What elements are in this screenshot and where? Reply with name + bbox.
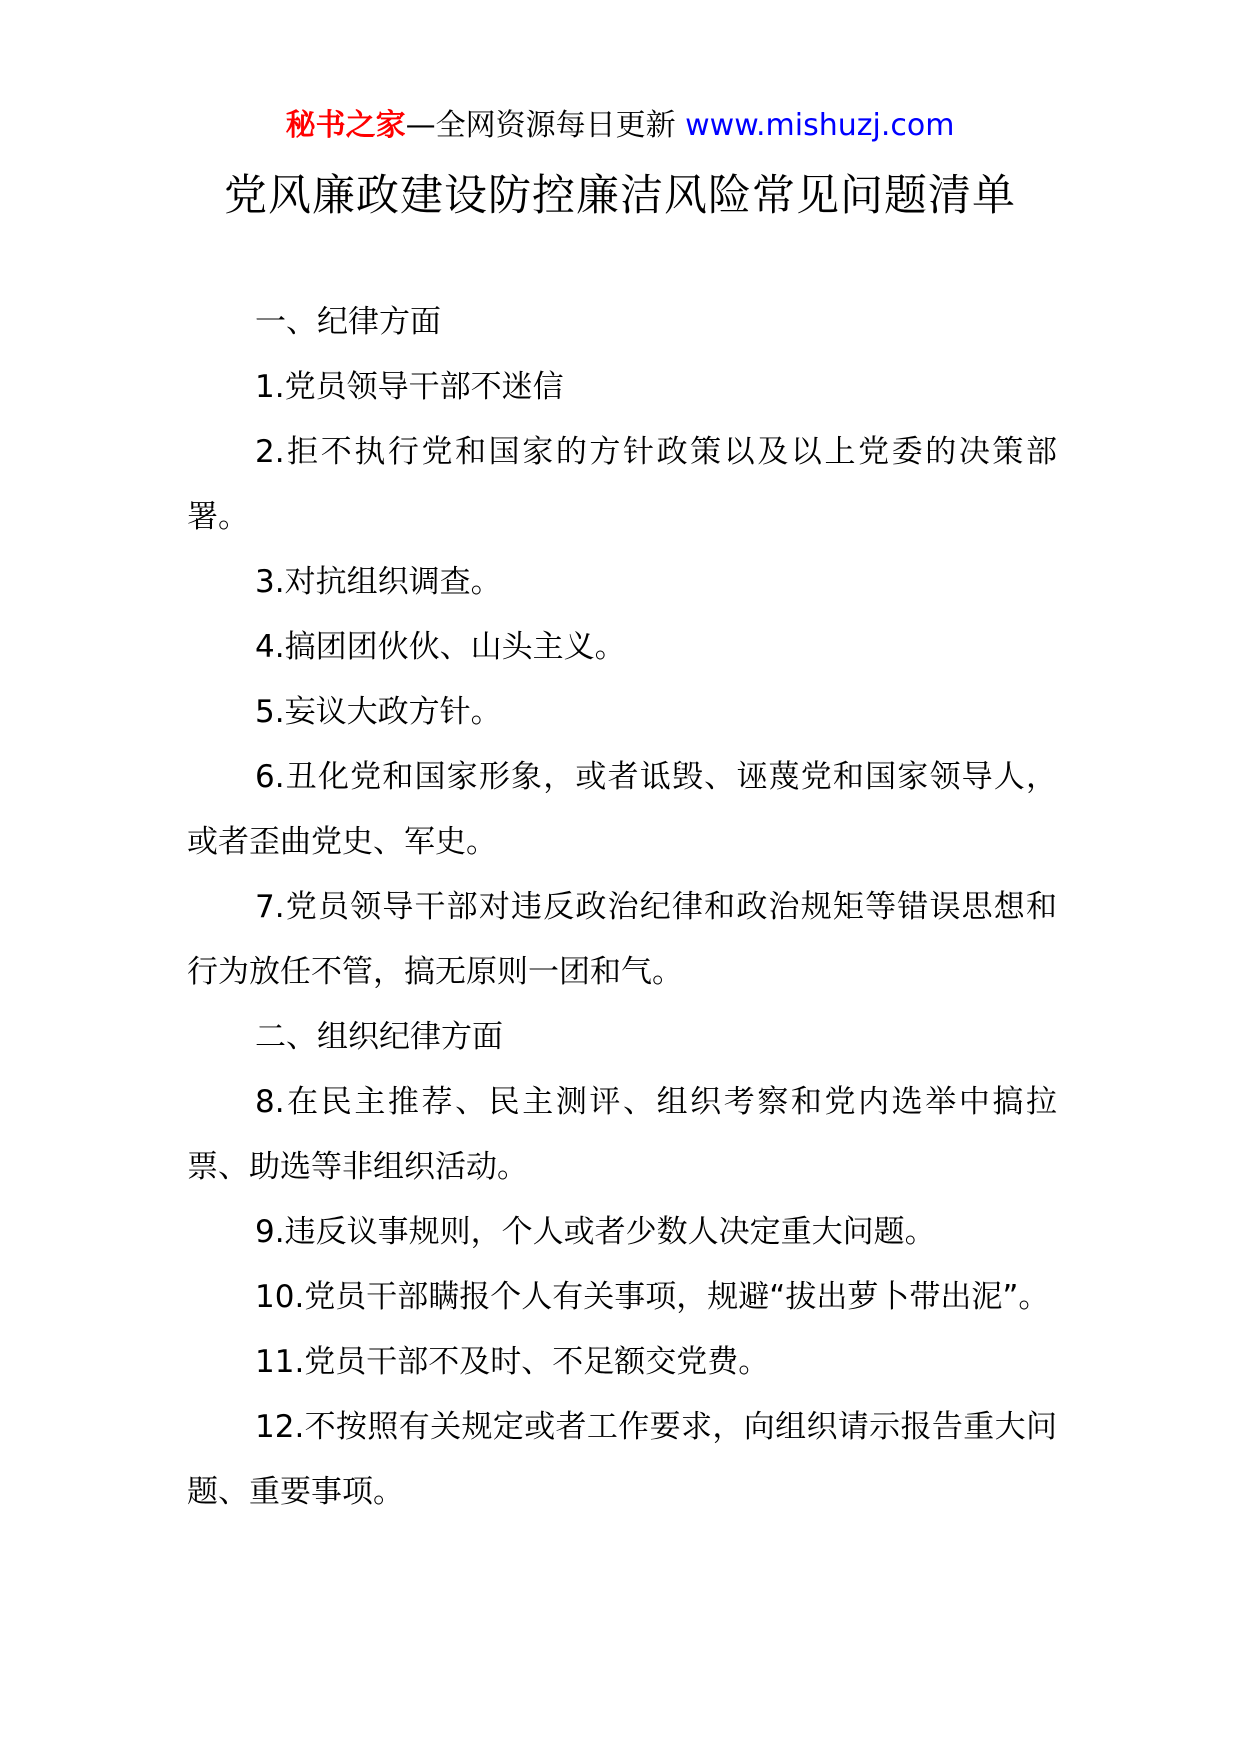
list-item-12: 12.不按照有关规定或者工作要求，向组织请示报告重大问题、重要事项。 (187, 1409, 1057, 1510)
list-item-9: 9.违反议事规则，个人或者少数人决定重大问题。 (255, 1214, 936, 1250)
list-item-6: 6.丑化党和国家形象，或者诋毁、诬蔑党和国家领导人，或者歪曲党史、军史。 (187, 759, 1057, 860)
list-item-8: 8.在民主推荐、民主测评、组织考察和党内选举中搞拉票、助选等非组织活动。 (187, 1084, 1057, 1185)
list-item-3: 3.对抗组织调查。 (255, 564, 502, 600)
site-header (0, 98, 1240, 154)
list-item-4: 4.搞团团伙伙、山头主义。 (255, 629, 626, 665)
document-title: 党风廉政建设防控廉洁风险常见问题清单 (224, 171, 1016, 221)
section-heading-organization: 二、组织纪律方面 (255, 1019, 503, 1055)
list-item-5: 5.妄议大政方针。 (255, 694, 502, 730)
list-item-10: 10.党员干部瞒报个人有关事项，规避“拔出萝卜带出泥”。 (255, 1279, 1050, 1315)
brand-name: 秘书之家 (285, 108, 406, 143)
list-item-7: 7.党员领导干部对违反政治纪律和政治规矩等错误思想和行为放任不管，搞无原则一团和气。 (187, 889, 1057, 990)
list-item-2: 2.拒不执行党和国家的方针政策以及以上党委的决策部署。 (187, 434, 1057, 535)
section-heading-discipline: 一、纪律方面 (255, 304, 441, 340)
list-item-11: 11.党员干部不及时、不足额交党费。 (255, 1344, 770, 1380)
site-url-link[interactable]: www.mishuzj.com (685, 108, 955, 143)
header-tagline: —全网资源每日更新 (405, 108, 676, 143)
list-item-1: 1.党员领导干部不迷信 (255, 369, 564, 405)
document-body (187, 290, 1057, 1525)
